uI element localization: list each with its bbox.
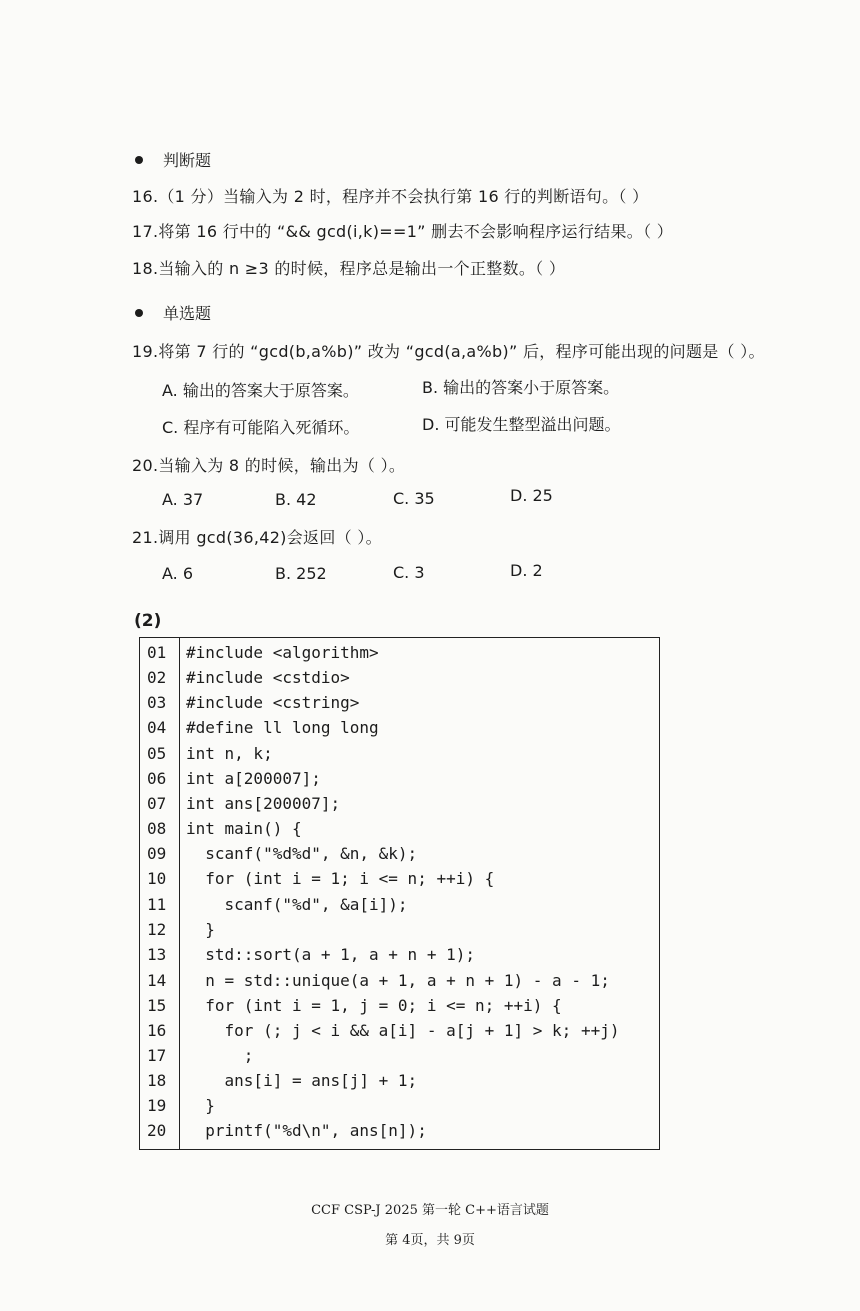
q21-option-c: C. 3	[393, 563, 425, 582]
code-text: ;	[186, 1046, 254, 1065]
line-number: 13	[147, 945, 167, 964]
code-text: scanf("%d", &a[i]);	[186, 895, 408, 914]
q19-option-a: A. 输出的答案大于原答案。	[162, 381, 359, 400]
line-number: 20	[147, 1121, 167, 1140]
code-text: printf("%d\n", ans[n]);	[186, 1121, 427, 1140]
question-21: 21.调用 gcd(36,42)会返回（ ）。	[132, 528, 382, 547]
bullet-icon	[135, 156, 143, 164]
q21-option-a: A. 6	[162, 564, 194, 583]
code-text: for (; j < i && a[i] - a[j + 1] > k; ++j)	[186, 1021, 620, 1040]
question-text: 将第 16 行中的 “&& gcd(i,k)==1” 删去不会影响程序运行结果。（ ）	[158, 222, 674, 241]
question-18	[132, 256, 565, 279]
section-judge-heading	[135, 148, 211, 171]
code-text: int ans[200007];	[186, 794, 341, 813]
question-number: 16.	[132, 187, 159, 206]
line-number: 08	[147, 819, 167, 838]
question-17	[132, 219, 673, 242]
question-16	[132, 184, 648, 207]
q20-option-b: B. 42	[275, 490, 317, 509]
q20-option-a: A. 37	[162, 490, 204, 509]
question-text: （1 分）当输入为 2 时，程序并不会执行第 16 行的判断语句。（ ）	[158, 187, 649, 206]
question-number: 17.	[132, 222, 159, 241]
section-single-heading	[135, 301, 211, 324]
question-20: 20.当输入为 8 的时候，输出为（ ）。	[132, 456, 406, 475]
code-text: scanf("%d%d", &n, &k);	[186, 844, 418, 863]
code-text: #include <cstdio>	[186, 668, 350, 687]
line-number: 15	[147, 996, 167, 1015]
code-text: int n, k;	[186, 744, 273, 763]
code-text: ans[i] = ans[j] + 1;	[186, 1071, 418, 1090]
q21-option-d: D. 2	[510, 561, 543, 580]
footer-page-number: 第 4页，共 9页	[385, 1233, 475, 1248]
code-text: }	[186, 1096, 215, 1115]
section-single-title: 单选题	[163, 304, 212, 323]
code-text: #define ll long long	[186, 718, 379, 737]
code-text: int a[200007];	[186, 769, 321, 788]
code-text: std::sort(a + 1, a + n + 1);	[186, 945, 475, 964]
line-number: 03	[147, 693, 167, 712]
line-number: 02	[147, 668, 167, 687]
code-text: #include <cstring>	[186, 693, 360, 712]
code-text: for (int i = 1; i <= n; ++i) {	[186, 869, 495, 888]
q19-option-d: D. 可能发生整型溢出问题。	[422, 415, 621, 434]
code-text: }	[186, 920, 215, 939]
code-text: int main() {	[186, 819, 302, 838]
line-number: 06	[147, 769, 167, 788]
code-listing	[139, 637, 660, 1150]
question-19: 19.将第 7 行的 “gcd(b,a%b)” 改为 “gcd(a,a%b)” 后，程序可能出现的问题是（ ）。	[132, 342, 765, 361]
line-number: 07	[147, 794, 167, 813]
section-judge-title: 判断题	[163, 151, 212, 170]
code-text: n = std::unique(a + 1, a + n + 1) - a - 1;	[186, 971, 610, 990]
line-number: 10	[147, 869, 167, 888]
q20-option-c: C. 35	[393, 489, 435, 508]
question-number: 18.	[132, 259, 159, 278]
line-number: 14	[147, 971, 167, 990]
line-number: 09	[147, 844, 167, 863]
line-number: 04	[147, 718, 167, 737]
line-number: 19	[147, 1096, 167, 1115]
q19-option-c: C. 程序有可能陷入死循环。	[162, 418, 360, 437]
line-number: 11	[147, 895, 167, 914]
line-number: 12	[147, 920, 167, 939]
line-number: 01	[147, 643, 167, 662]
q19-option-b: B. 输出的答案小于原答案。	[422, 378, 620, 397]
line-number: 05	[147, 744, 167, 763]
question-text: 当输入的 n ≥3 的时候，程序总是输出一个正整数。（ ）	[158, 259, 566, 278]
code-text: for (int i = 1, j = 0; i <= n; ++i) {	[186, 996, 562, 1015]
code-text: #include <algorithm>	[186, 643, 379, 662]
part-2-label: (2)	[134, 611, 162, 631]
line-number: 17	[147, 1046, 167, 1065]
footer-exam-title: CCF CSP-J 2025 第一轮 C++语言试题	[311, 1203, 549, 1218]
line-number: 18	[147, 1071, 167, 1090]
q20-option-d: D. 25	[510, 486, 553, 505]
bullet-icon	[135, 309, 143, 317]
line-number: 16	[147, 1021, 167, 1040]
q21-option-b: B. 252	[275, 564, 327, 583]
